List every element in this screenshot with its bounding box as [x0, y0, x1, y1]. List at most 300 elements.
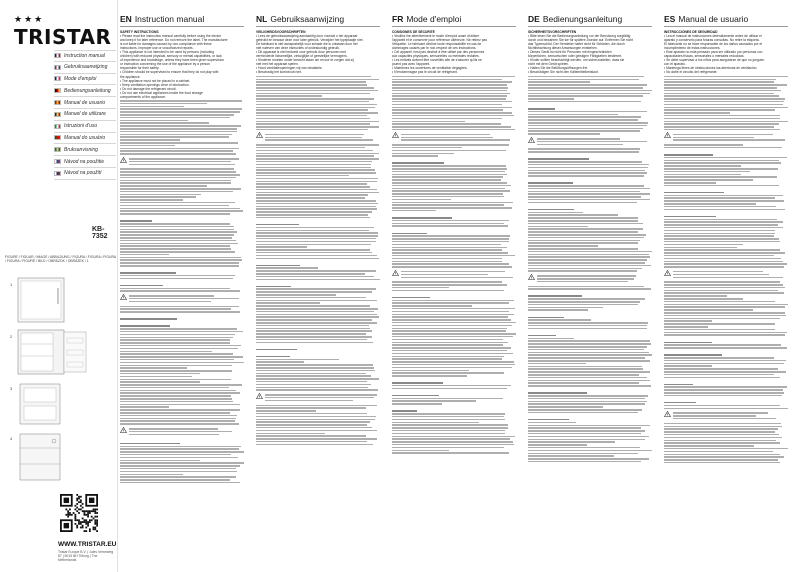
paragraph-gap — [664, 398, 788, 401]
text-line — [664, 76, 788, 78]
text-line — [392, 129, 515, 131]
text-line — [129, 301, 211, 303]
figure-1-fridge-front — [10, 278, 64, 322]
text-line — [392, 336, 513, 338]
text-line — [664, 292, 784, 294]
text-line — [392, 109, 503, 111]
text-line — [256, 336, 372, 338]
text-line — [673, 274, 769, 276]
text-line — [120, 345, 241, 347]
text-line — [120, 259, 242, 261]
warning-block — [120, 157, 244, 167]
manual-text-column — [528, 30, 652, 565]
text-line — [664, 206, 776, 208]
text-line — [664, 185, 779, 187]
text-line — [120, 351, 212, 353]
text-line — [664, 408, 788, 410]
text-line — [392, 450, 449, 452]
model-number: KB-7352 — [92, 226, 108, 240]
text-line — [392, 196, 504, 198]
text-line — [392, 123, 501, 125]
text-line — [664, 284, 783, 286]
text-line — [528, 380, 650, 382]
text-line — [256, 407, 366, 409]
column-header — [120, 13, 248, 25]
text-line — [120, 111, 240, 113]
text-line — [664, 371, 786, 373]
text-line — [120, 460, 200, 462]
paragraph-gap — [256, 344, 380, 347]
text-line — [392, 238, 509, 240]
text-line — [392, 176, 503, 178]
column-title: Mode d'emploi — [406, 14, 462, 24]
text-line — [528, 436, 649, 438]
paragraph-gap — [392, 158, 516, 161]
section-heading: SAFETY INSTRUCTIONS — [120, 30, 159, 34]
text-line — [256, 339, 367, 341]
text-line — [528, 212, 583, 214]
text-line — [256, 244, 371, 246]
text-line — [256, 109, 368, 111]
text-line: or instruction concerning the use of the appliance by a person — [120, 62, 210, 67]
text-line — [392, 84, 507, 86]
text-line — [664, 395, 782, 397]
text-line — [256, 410, 316, 412]
text-line — [120, 404, 240, 406]
text-line — [392, 101, 512, 103]
language-code: DE — [528, 14, 540, 24]
text-line — [392, 316, 508, 318]
text-line — [120, 148, 239, 150]
text-line — [256, 319, 372, 321]
text-line — [256, 373, 366, 375]
text-line — [664, 377, 780, 379]
text-line — [664, 344, 781, 346]
text-line — [664, 445, 754, 447]
text-line — [528, 188, 650, 190]
text-line — [256, 211, 372, 213]
header-rule — [120, 26, 244, 27]
text-line — [528, 366, 642, 368]
cover-panel — [0, 0, 118, 572]
text-line — [664, 423, 781, 425]
text-line — [256, 370, 375, 372]
text-line — [392, 112, 512, 114]
text-line — [392, 444, 514, 446]
text-line — [664, 87, 777, 89]
paragraph-gap — [528, 154, 652, 157]
section-heading-line — [528, 295, 582, 297]
text-line — [120, 462, 244, 464]
section-heading: INSTRUCCIONES DE SEGURIDAD — [664, 30, 718, 34]
language-label: Instruction manual — [64, 52, 105, 59]
paragraph-gap — [664, 337, 788, 340]
text-line — [265, 137, 362, 139]
paragraph-gap — [528, 205, 652, 208]
text-line — [528, 444, 587, 446]
text-line — [120, 150, 233, 152]
text-line — [392, 252, 508, 254]
text-line — [528, 427, 641, 429]
text-line — [256, 367, 374, 369]
flag-icon — [54, 76, 61, 81]
text-line — [256, 294, 336, 296]
text-line — [528, 101, 641, 103]
section-heading: VEILIGHEIDSVOORSCHRIFTEN — [256, 30, 306, 34]
text-line — [664, 456, 784, 458]
header-rule — [528, 26, 652, 27]
text-line — [256, 311, 374, 313]
text-line: gebruikt en bewaar deze voor later gebruik. Verwijder het typeplaatje niet. — [256, 38, 364, 43]
text-line: • Cet appareil n'est pas destiné à être utilisé par des personnes — [392, 50, 485, 55]
language-label: Gebruiksaanwijzing — [64, 64, 108, 71]
text-line — [392, 400, 476, 402]
text-line — [392, 358, 502, 360]
flag-icon — [54, 88, 61, 93]
paragraph-gap — [392, 406, 516, 409]
text-line — [256, 172, 376, 174]
text-line — [528, 328, 647, 330]
text-line — [256, 325, 369, 327]
text-line — [256, 84, 367, 86]
text-line — [120, 191, 233, 193]
text-line — [664, 326, 708, 328]
text-line — [528, 95, 643, 97]
figure-2-fridge-open — [10, 330, 86, 374]
paragraph-gap — [528, 291, 652, 294]
text-line — [664, 320, 712, 322]
text-line — [120, 465, 240, 467]
text-line — [256, 430, 377, 432]
text-line — [528, 175, 644, 177]
text-line — [664, 368, 778, 370]
section-heading-line — [392, 395, 439, 397]
section-heading-line — [528, 182, 573, 184]
text-line — [120, 392, 240, 394]
text-line — [664, 109, 775, 111]
text-line — [664, 247, 737, 249]
text-line — [120, 412, 230, 414]
text-line: • Children should be supervised to ensure that they do not play with — [120, 70, 219, 75]
logo-wordmark: TRISTAR — [14, 25, 112, 49]
text-line — [256, 230, 369, 232]
text-line — [392, 447, 504, 449]
text-line — [392, 322, 516, 324]
text-line — [392, 416, 504, 418]
text-line — [528, 346, 647, 348]
text-line — [256, 308, 378, 310]
text-line — [528, 343, 651, 345]
text-line — [120, 196, 196, 198]
text-line — [664, 315, 786, 317]
text-line — [528, 119, 638, 121]
text-line — [120, 128, 237, 130]
language-item — [54, 121, 116, 133]
text-line — [664, 126, 774, 128]
text-line — [120, 395, 231, 397]
text-line — [120, 134, 232, 136]
warning-block — [664, 132, 788, 142]
text-line — [256, 235, 378, 237]
text-line — [120, 171, 236, 173]
text-line — [673, 412, 768, 414]
text-line — [528, 461, 641, 463]
text-line — [256, 297, 366, 299]
paragraph-gap — [256, 220, 380, 223]
text-line — [528, 298, 645, 300]
text-line — [392, 419, 505, 421]
text-line — [120, 446, 241, 448]
text-line: das Typenschild. Der Hersteller haftet nicht für Schäden, die durch — [528, 42, 625, 47]
language-item — [54, 144, 116, 156]
manual-text-column — [392, 30, 516, 565]
figure-3-interior — [10, 384, 60, 424]
text-line: • No dañe el circuito del refrigerante. — [664, 70, 718, 75]
text-line — [120, 122, 209, 124]
text-line — [256, 381, 367, 383]
text-line — [528, 125, 647, 127]
text-line — [256, 123, 370, 125]
text-line — [120, 245, 230, 247]
text-line — [392, 223, 504, 225]
text-line — [256, 330, 372, 332]
text-line — [664, 221, 783, 223]
text-line — [664, 459, 778, 461]
column-title: Manual de usuario — [678, 14, 749, 24]
text-line: • Halten Sie die Belüftungsöffnungen frei. — [528, 66, 589, 71]
text-line — [392, 300, 514, 302]
language-label: Mode d'emploi — [64, 75, 97, 82]
text-line — [120, 468, 236, 470]
text-line — [392, 76, 515, 78]
text-line — [392, 398, 503, 400]
text-line — [664, 434, 779, 436]
section-heading-line — [664, 354, 722, 356]
text-line: aparato y consérvelo para futuras consultas. No retire la etiqueta. — [664, 38, 760, 43]
paragraph-gap — [120, 314, 244, 317]
text-line — [392, 308, 515, 310]
text-line — [664, 431, 775, 433]
text-line — [528, 167, 648, 169]
text-line — [673, 137, 754, 139]
language-label: Istruzioni d'uso — [64, 123, 98, 130]
text-line — [392, 220, 509, 222]
text-line: • Les enfants doivent être surveillés afin de s'assurer qu'ils ne — [392, 58, 482, 63]
text-line — [528, 325, 647, 327]
qr-code-icon[interactable] — [60, 494, 98, 532]
text-line — [664, 84, 787, 86]
paragraph-gap — [120, 321, 244, 324]
text-line — [528, 231, 638, 233]
section-heading-line — [256, 224, 299, 226]
column-title: Gebruiksaanwijzing — [270, 14, 345, 24]
text-line — [392, 361, 514, 363]
text-line — [120, 114, 234, 116]
paragraph-gap — [528, 104, 652, 107]
text-line — [256, 424, 367, 426]
section-heading-line — [120, 325, 170, 327]
text-line: • Se debe supervisar a los niños para asegurarse de que no jueguen — [664, 58, 765, 63]
text-line — [120, 240, 236, 242]
text-line — [392, 174, 507, 176]
section-heading-line — [664, 384, 693, 386]
paragraph-gap — [528, 415, 652, 418]
text-line — [256, 203, 378, 205]
text-line — [392, 364, 515, 366]
text-line — [256, 214, 368, 216]
text-line — [256, 300, 377, 302]
text-line — [664, 360, 786, 362]
text-line — [392, 281, 502, 283]
text-line — [528, 223, 643, 225]
text-line — [392, 193, 503, 195]
text-line: the appliance. — [120, 74, 141, 79]
flag-icon — [54, 124, 61, 129]
text-line — [528, 441, 615, 443]
section-heading-line — [392, 162, 444, 164]
text-line — [392, 339, 503, 341]
text-line — [528, 251, 652, 253]
warning-icon — [120, 157, 127, 163]
text-line — [664, 162, 781, 164]
text-line — [528, 360, 650, 362]
paragraph-gap — [392, 391, 516, 394]
text-line — [664, 197, 775, 199]
text-line — [392, 153, 454, 155]
text-line: • This appliance is not intended to be used by persons (including — [120, 50, 215, 55]
text-line: aux capacités physiques, sensorielles ou mentales réduites. — [392, 54, 480, 59]
text-line — [664, 365, 712, 367]
text-line — [664, 224, 778, 226]
text-line — [392, 261, 502, 263]
text-line — [392, 433, 505, 435]
text-line — [120, 367, 187, 369]
section-heading-line — [528, 108, 555, 110]
text-line — [528, 170, 645, 172]
text-line — [129, 158, 239, 160]
section-heading: CONSIGNES DE SÉCURITÉ — [392, 30, 435, 34]
text-line: • Keep ventilation openings clear of obstruction. — [120, 82, 190, 87]
text-line — [256, 101, 369, 103]
paragraph-gap — [664, 350, 788, 353]
text-line — [664, 179, 753, 181]
text-line — [120, 387, 229, 389]
text-line — [120, 384, 242, 386]
text-line — [392, 150, 506, 152]
text-line — [528, 237, 644, 239]
text-line — [256, 435, 366, 437]
text-line: incumplimiento de estas instrucciones. — [664, 46, 721, 51]
text-line — [528, 130, 640, 132]
text-line — [392, 118, 502, 120]
text-line — [392, 241, 509, 243]
text-line — [664, 437, 782, 439]
paragraph-gap — [528, 178, 652, 181]
text-line: • Lees de gebruiksaanwijzing aandachtig door voordat u het apparaat — [256, 34, 358, 39]
text-line — [664, 244, 743, 246]
section-heading-line — [664, 154, 713, 156]
warning-block — [392, 132, 516, 142]
text-line — [256, 227, 374, 229]
text-line — [528, 122, 648, 124]
text-line — [256, 359, 339, 361]
text-line — [673, 415, 756, 417]
paragraph-gap — [664, 150, 788, 153]
text-line: durch und bewahren Sie sie für spätere Zwecke auf. Entfernen Sie nicht — [528, 38, 634, 43]
text-line — [528, 453, 638, 455]
warning-icon — [664, 411, 671, 417]
section-heading-line — [664, 402, 696, 404]
warning-block — [256, 393, 380, 403]
text-line — [528, 368, 643, 370]
text-line — [120, 180, 231, 182]
text-line — [120, 194, 201, 196]
text-line — [401, 274, 488, 276]
website-url[interactable]: WWW.TRISTAR.EU — [58, 541, 117, 548]
text-line — [256, 126, 379, 128]
text-line — [256, 150, 373, 152]
figure-number: 4 — [10, 436, 13, 441]
text-line — [265, 400, 353, 402]
text-line — [664, 281, 780, 283]
header-rule — [664, 26, 788, 27]
text-line: • The appliance must not be placed in a cabinet. — [120, 78, 191, 83]
text-line — [392, 452, 509, 454]
text-line — [120, 208, 240, 210]
text-line — [392, 182, 507, 184]
text-line — [256, 255, 377, 257]
text-line — [528, 322, 648, 324]
paragraph-gap — [392, 378, 516, 381]
text-line — [392, 247, 507, 249]
text-line: compartments of the appliance. — [120, 94, 166, 99]
text-line — [664, 442, 780, 444]
text-line — [528, 401, 647, 403]
text-line — [392, 436, 515, 438]
section-heading-line — [392, 410, 417, 412]
text-line — [120, 454, 231, 456]
text-line — [528, 114, 618, 116]
paragraph-gap — [392, 292, 516, 295]
text-line — [120, 213, 230, 215]
text-line — [120, 381, 200, 383]
text-line — [528, 439, 645, 441]
language-label: Bruksanvisning — [64, 146, 98, 153]
text-line — [120, 390, 236, 392]
text-line — [392, 202, 513, 204]
text-line — [392, 263, 509, 265]
flag-icon — [54, 65, 61, 70]
text-line — [256, 181, 377, 183]
text-line — [120, 142, 238, 144]
language-item — [54, 109, 116, 121]
text-line — [120, 231, 237, 233]
paragraph-gap — [528, 312, 652, 315]
text-line — [664, 79, 776, 81]
text-line — [528, 191, 640, 193]
text-line — [256, 144, 379, 146]
text-line — [120, 471, 237, 473]
text-line — [528, 412, 638, 414]
text-line: • Beschädigen Sie nicht den Kältemittelkreislauf. — [528, 70, 599, 75]
text-line — [664, 230, 775, 232]
text-line — [528, 458, 649, 460]
text-line — [528, 256, 650, 258]
text-line — [401, 134, 490, 136]
text-line — [664, 174, 741, 176]
column-header — [528, 13, 656, 25]
text-line — [392, 375, 467, 377]
